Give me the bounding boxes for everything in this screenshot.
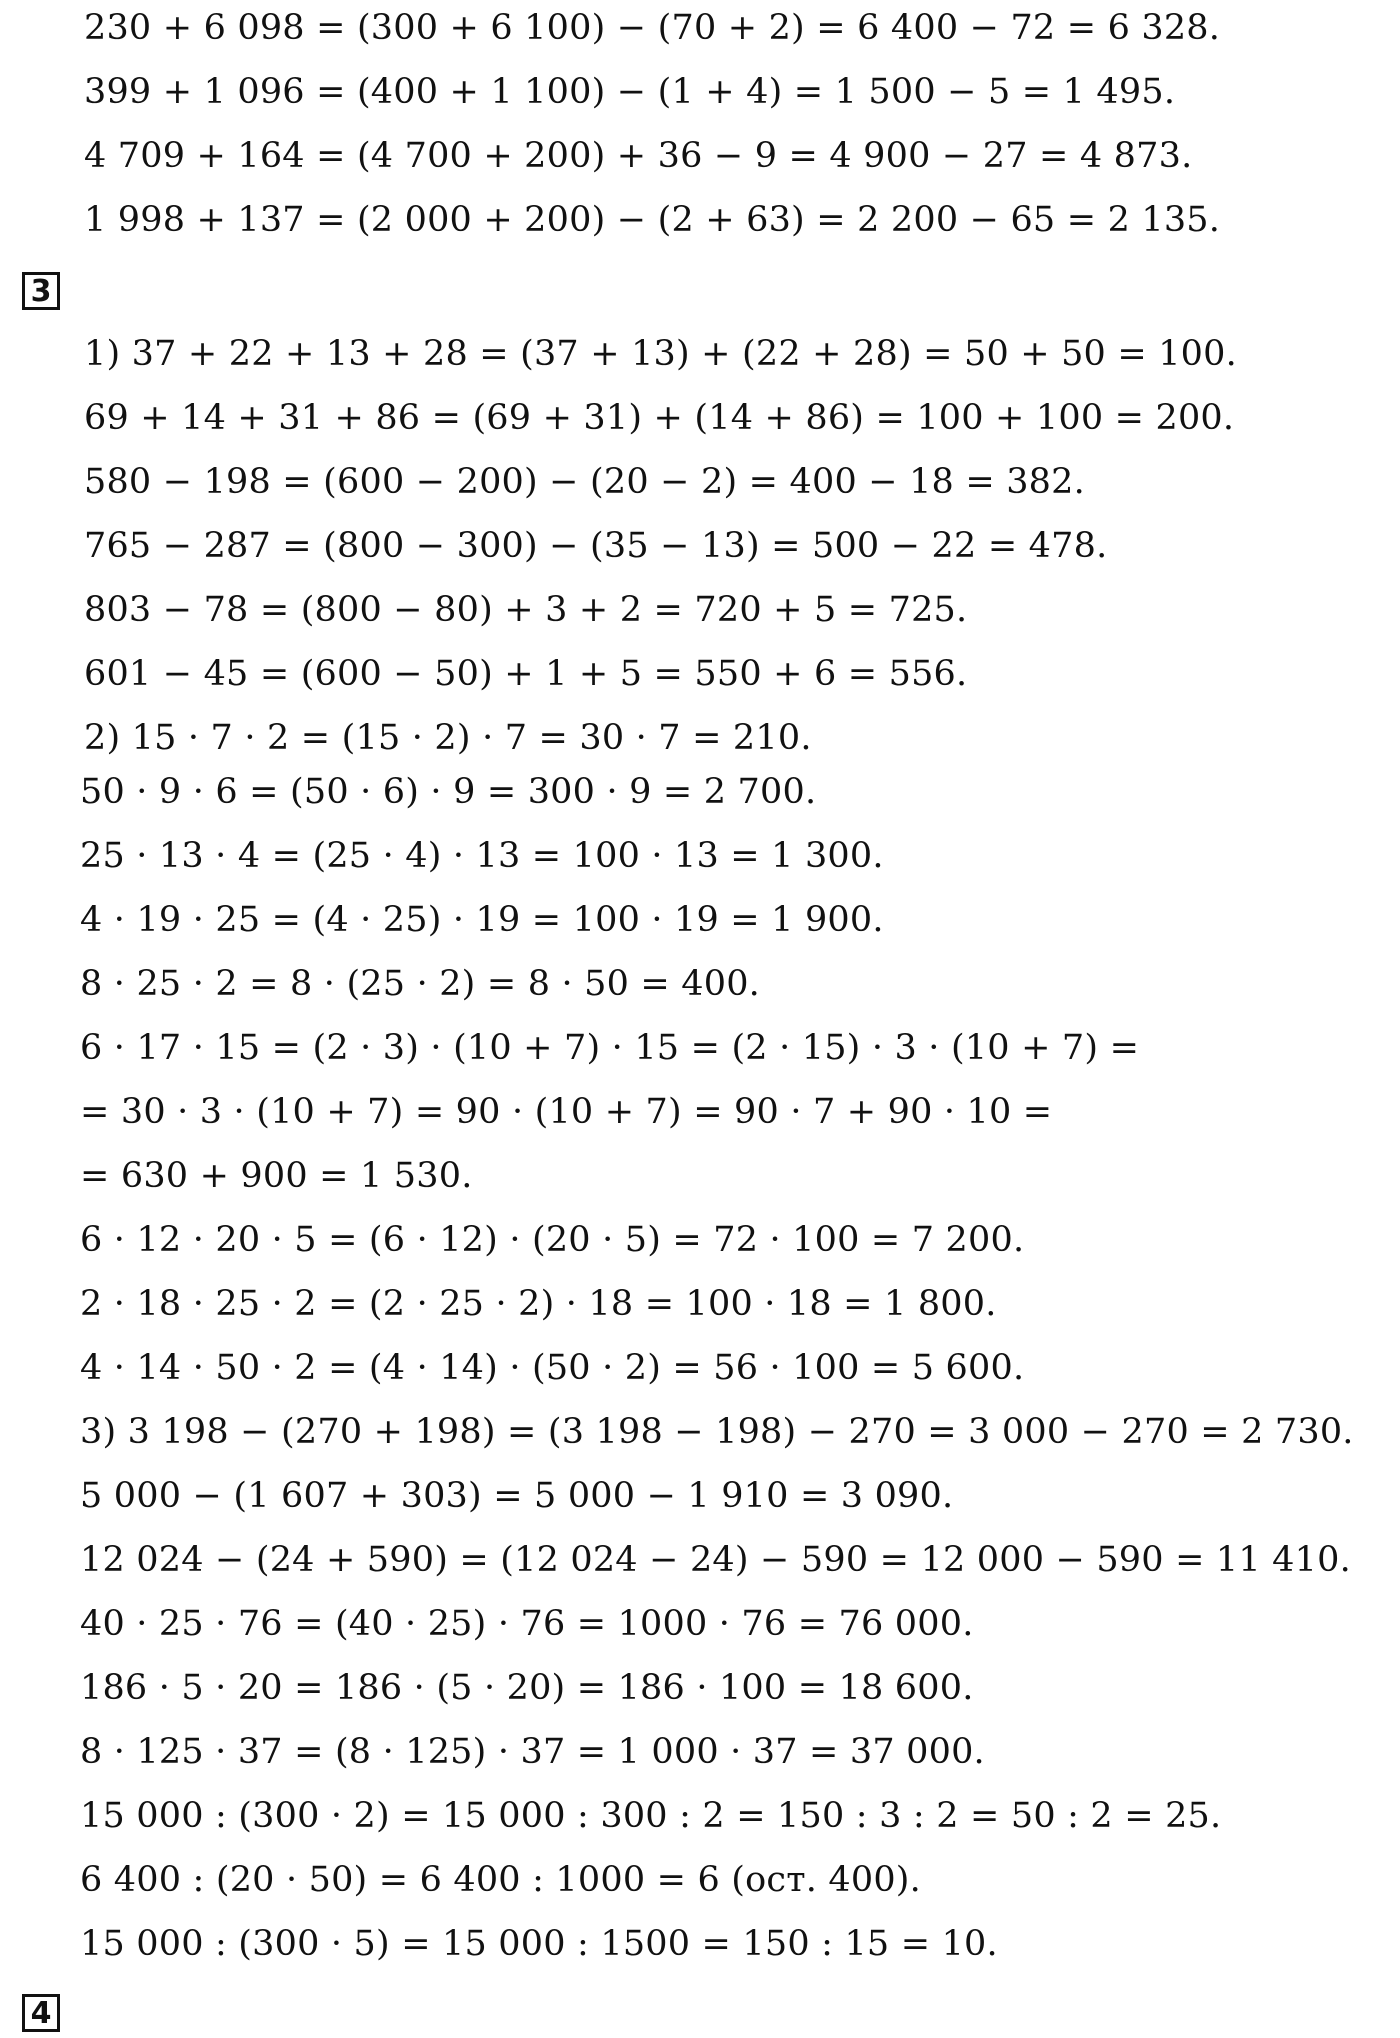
equation-line: 1 998 + 137 = (2 000 + 200) − (2 + 63) = 2 200 − 65 = 2 135. bbox=[84, 200, 1221, 240]
equation-line: 4 709 + 164 = (4 700 + 200) + 36 − 9 = 4 900 − 27 = 4 873. bbox=[84, 136, 1193, 176]
equation-line: 230 + 6 098 = (300 + 6 100) − (70 + 2) = 6 400 − 72 = 6 328. bbox=[84, 8, 1221, 48]
equation-line: 50 · 9 · 6 = (50 · 6) · 9 = 300 · 9 = 2 700. bbox=[80, 772, 817, 812]
equation-line: 6 · 12 · 20 · 5 = (6 · 12) · (20 · 5) = 72 · 100 = 7 200. bbox=[80, 1220, 1025, 1260]
equation-line: 2) 15 · 7 · 2 = (15 · 2) · 7 = 30 · 7 = 210. bbox=[84, 718, 812, 758]
equation-line: 6 400 : (20 · 50) = 6 400 : 1000 = 6 (ост. 400). bbox=[80, 1860, 921, 1900]
equation-line: 15 000 : (300 · 2) = 15 000 : 300 : 2 = 150 : 3 : 2 = 50 : 2 = 25. bbox=[80, 1796, 1222, 1836]
equation-line: 4 · 14 · 50 · 2 = (4 · 14) · (50 · 2) = 56 · 100 = 5 600. bbox=[80, 1348, 1025, 1388]
equation-line: 8 · 25 · 2 = 8 · (25 · 2) = 8 · 50 = 400. bbox=[80, 964, 761, 1004]
equation-line: 803 − 78 = (800 − 80) + 3 + 2 = 720 + 5 = 725. bbox=[84, 590, 968, 630]
equation-line: 25 · 13 · 4 = (25 · 4) · 13 = 100 · 13 = 1 300. bbox=[80, 836, 884, 876]
equation-line: = 630 + 900 = 1 530. bbox=[80, 1156, 473, 1196]
equation-line: 580 − 198 = (600 − 200) − (20 − 2) = 400 − 18 = 382. bbox=[84, 462, 1085, 502]
equation-line: 5 000 − (1 607 + 303) = 5 000 − 1 910 = 3 090. bbox=[80, 1476, 954, 1516]
equation-line: 1) 37 + 22 + 13 + 28 = (37 + 13) + (22 + 28) = 50 + 50 = 100. bbox=[84, 334, 1237, 374]
equation-line: 765 − 287 = (800 − 300) − (35 − 13) = 500 − 22 = 478. bbox=[84, 526, 1108, 566]
equation-line: 3) 3 198 − (270 + 198) = (3 198 − 198) − 270 = 3 000 − 270 = 2 730. bbox=[80, 1412, 1354, 1452]
equation-line: 15 000 : (300 · 5) = 15 000 : 1500 = 150 : 15 = 10. bbox=[80, 1924, 998, 1964]
equation-line: 2 · 18 · 25 · 2 = (2 · 25 · 2) · 18 = 100 · 18 = 1 800. bbox=[80, 1284, 997, 1324]
equation-line: 4 · 19 · 25 = (4 · 25) · 19 = 100 · 19 = 1 900. bbox=[80, 900, 884, 940]
equation-line: 40 · 25 · 76 = (40 · 25) · 76 = 1000 · 76 = 76 000. bbox=[80, 1604, 974, 1644]
equation-line: 399 + 1 096 = (400 + 1 100) − (1 + 4) = 1 500 − 5 = 1 495. bbox=[84, 72, 1176, 112]
equation-line: 6 · 17 · 15 = (2 · 3) · (10 + 7) · 15 = (2 · 15) · 3 · (10 + 7) = bbox=[80, 1028, 1140, 1068]
task-number-4: 4 bbox=[22, 1994, 60, 2032]
equation-line: 601 − 45 = (600 − 50) + 1 + 5 = 550 + 6 = 556. bbox=[84, 654, 968, 694]
task-number-3: 3 bbox=[22, 272, 60, 310]
equation-line: = 30 · 3 · (10 + 7) = 90 · (10 + 7) = 90 · 7 + 90 · 10 = bbox=[80, 1092, 1053, 1132]
equation-line: 8 · 125 · 37 = (8 · 125) · 37 = 1 000 · 37 = 37 000. bbox=[80, 1732, 985, 1772]
equation-line: 12 024 − (24 + 590) = (12 024 − 24) − 590 = 12 000 − 590 = 11 410. bbox=[80, 1540, 1351, 1580]
equation-line: 69 + 14 + 31 + 86 = (69 + 31) + (14 + 86) = 100 + 100 = 200. bbox=[84, 398, 1235, 438]
equation-line: 186 · 5 · 20 = 186 · (5 · 20) = 186 · 100 = 18 600. bbox=[80, 1668, 974, 1708]
